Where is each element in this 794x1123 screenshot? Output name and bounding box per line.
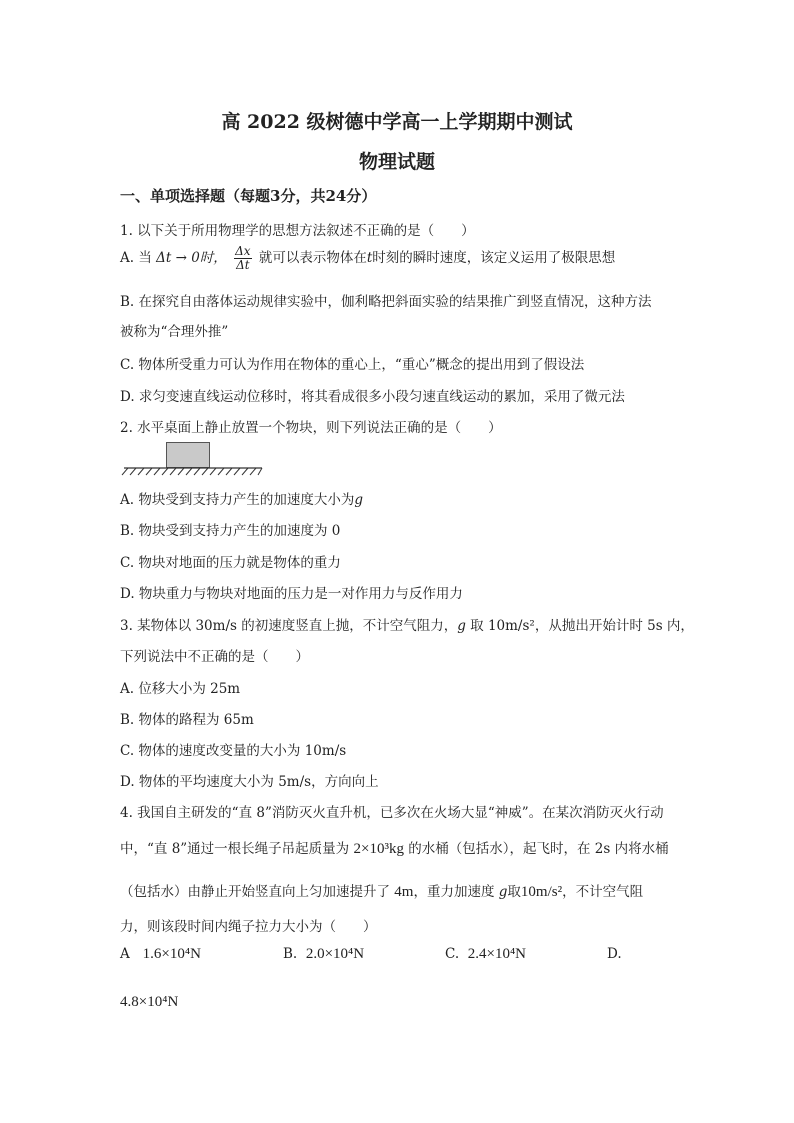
q4-option-c[interactable] (445, 946, 526, 963)
q4-gravity-value: 10m/s² (520, 884, 563, 900)
q3-stem-var: g (457, 618, 466, 634)
ground-hatching (120, 441, 265, 477)
q2-a-var: g (354, 492, 363, 508)
q1-stem: 1. 以下关于所用物理学的思想方法叙述不正确的是（ ） (120, 223, 475, 239)
q4-line3-mid: ，重力加速度 (413, 884, 495, 900)
q2-a-text: A. 物块受到支持力产生的加速度大小为 (120, 492, 355, 508)
q4-a-value: 1.6×10⁴N (142, 946, 201, 962)
q3-option-a: A. 位移大小为 25m (120, 681, 241, 697)
q3-stem-line2: 下列说法中不正确的是（ ） (120, 649, 309, 665)
q4-line3-var: g (498, 884, 508, 900)
block-on-table-figure (120, 441, 265, 477)
q4-stem-line2 (120, 837, 669, 858)
q3-stem-prefix: 3. 某物体以 30m/s 的初速度竖直上抛，不计空气阻力， (120, 618, 458, 634)
q4-a-label: A (120, 946, 130, 962)
q1-option-c: C. 物体所受重力可认为作用在物体的重心上，“重心”概念的提出用到了假设法 (120, 357, 585, 373)
q1-option-b-line2: 被称为“合理外推” (120, 324, 229, 340)
section-heading: 一、单项选择题（每题3分，共24分） (120, 187, 377, 205)
q1-a-condition: Δt → 0时， (156, 250, 227, 266)
q4-d-label: D. (607, 946, 622, 962)
q4-distance-value: 4m (394, 884, 414, 900)
q4-stem-line4: 力，则该段时间内绳子拉力大小为（ ） (120, 919, 377, 935)
q1-a-tail: 时刻的瞬时速度，该定义运用了极限思想 (372, 250, 616, 266)
q2-stem: 2. 水平桌面上静止放置一个物块，则下列说法正确的是（ ） (120, 420, 502, 436)
q1-option-b-line1: B. 在探究自由落体运动规律实验中，伽利略把斜面实验的结果推广到竖直情况，这种方法 (120, 294, 652, 310)
q1-a-prefix: A. 当 (120, 250, 152, 266)
q4-b-value: 2.0×10⁴N (305, 946, 365, 962)
q1-option-d: D. 求匀变速直线运动位移时，将其看成很多小段匀速直线运动的累加，采用了微元法 (120, 389, 625, 405)
q4-line3-mid2: 取 (507, 884, 521, 900)
q4-d-value: 4.8×10⁴N (120, 994, 179, 1010)
q3-stem-suffix: 取 10m/s²，从抛出开始计时 5s 内， (465, 618, 694, 634)
q4-line2-prefix: 中，“直 8”通过一根长绳子吊起质量为 (120, 841, 350, 857)
exam-title: 高 2022 级树德中学高一上学期期中测试 (221, 111, 573, 133)
q1-a-fraction-numerator: Δx (235, 244, 251, 258)
q2-option-c: C. 物块对地面的压力就是物体的重力 (120, 555, 341, 571)
q4-option-d[interactable] (607, 946, 622, 962)
q4-stem-line1: 4. 我国自主研发的“直 8”消防灭火直升机，已多次在火场大显“神威”。在某次消防灭火行动 (120, 805, 664, 821)
q2-option-a (120, 488, 363, 508)
q1-a-fraction (234, 245, 251, 272)
q2-option-b: B. 物块受到支持力产生的加速度为 0 (120, 523, 341, 539)
q4-mass-value: 2×10³kg (353, 841, 404, 857)
q4-c-label: C. (445, 946, 460, 962)
q4-b-label: B. (283, 946, 298, 962)
q4-line3-suffix: ，不计空气阻 (562, 884, 644, 900)
q4-line3-prefix: （包括水）由静止开始竖直向上匀加速提升了 (120, 884, 390, 900)
q2-option-d: D. 物块重力与物块对地面的压力是一对作用力与反作用力 (120, 586, 463, 602)
q3-option-d: D. 物体的平均速度大小为 5m/s，方向向上 (120, 774, 379, 790)
q1-a-fraction-denominator: Δt (236, 258, 250, 272)
q3-option-b: B. 物体的路程为 65m (120, 712, 254, 728)
q4-stem-line3 (120, 880, 643, 901)
q1-a-var: t (366, 250, 373, 266)
q4-option-a[interactable] (120, 946, 201, 963)
q3-option-c: C. 物体的速度改变量的大小为 10m/s (120, 743, 347, 759)
q1-option-a (120, 245, 615, 272)
exam-subtitle: 物理试题 (358, 151, 435, 173)
q3-stem-line1 (120, 614, 694, 634)
q4-option-d-value (120, 994, 178, 1011)
q4-c-value: 2.4×10⁴N (467, 946, 527, 962)
q4-option-b[interactable] (283, 946, 364, 963)
q4-line2-suffix: 的水桶（包括水），起飞时，在 2s 内将水桶 (408, 841, 669, 857)
q1-a-text: 就可以表示物体在 (258, 250, 367, 266)
